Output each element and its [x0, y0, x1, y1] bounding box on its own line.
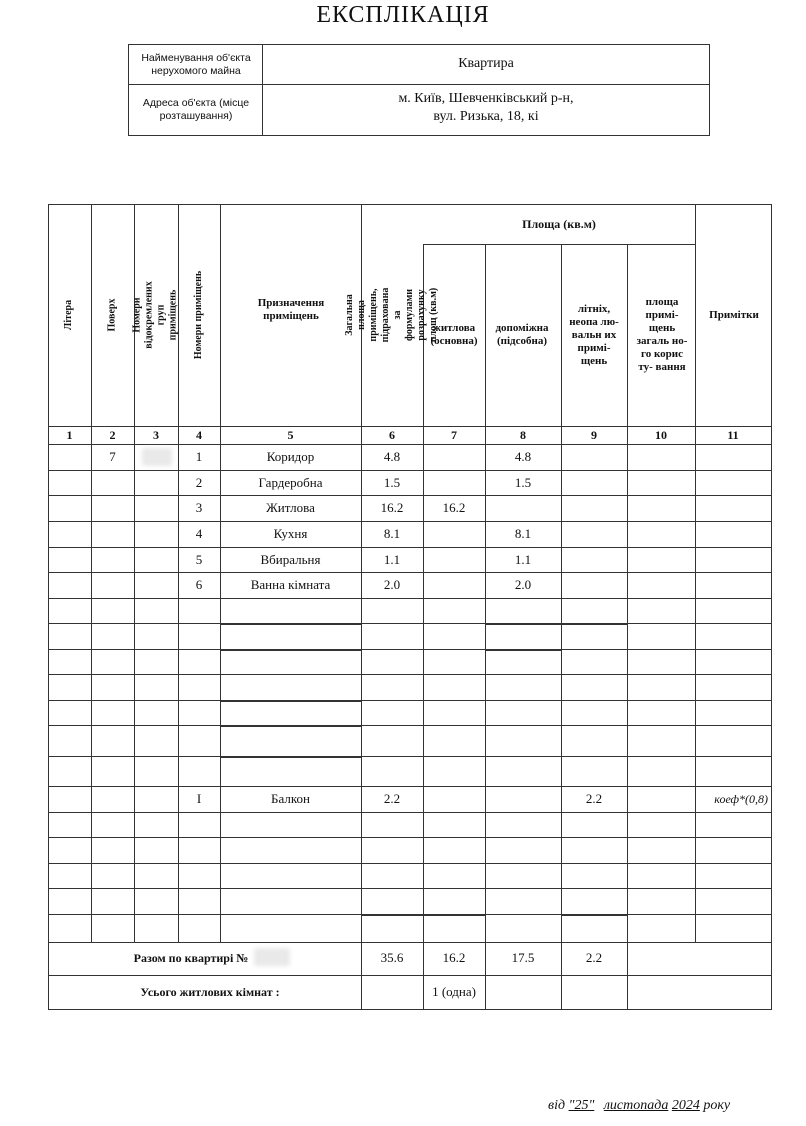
- header-purpose: Призначення приміщень: [257, 297, 325, 322]
- object-name-value: Квартира: [458, 56, 514, 71]
- room-auxiliary-area: 1.1: [514, 551, 532, 567]
- rooms-count-value: 1 (одна): [432, 984, 476, 999]
- room-common-area: [627, 470, 695, 495]
- row-line: [48, 837, 772, 838]
- date-prefix: від: [548, 1098, 566, 1113]
- room-note: коеф*(0,8): [714, 791, 768, 806]
- room-summer-area: [561, 521, 627, 547]
- column-number: 2: [109, 427, 116, 442]
- room-number: I: [196, 791, 202, 806]
- row-line: [48, 598, 772, 599]
- redacted-apartment-number: [254, 948, 290, 966]
- room-total-area: 2.2: [383, 791, 401, 806]
- room-purpose: Ванна кімната: [250, 577, 331, 592]
- column-number: 3: [153, 427, 159, 442]
- row-line: [48, 756, 772, 757]
- row-line: [48, 725, 772, 726]
- cell-border-accent: [220, 756, 361, 758]
- room-living-area: [423, 572, 485, 598]
- column-number: 8: [520, 427, 526, 442]
- column-number: 5: [287, 427, 294, 442]
- room-number: 5: [195, 551, 203, 567]
- room-common-area: [627, 521, 695, 547]
- header-auxiliary: допоміжна (підсобна): [495, 322, 549, 347]
- room-number: 3: [195, 500, 203, 515]
- column-number: 7: [451, 427, 457, 442]
- room-auxiliary-area: 1.5: [514, 474, 532, 490]
- cell-border-accent: [423, 914, 485, 916]
- totals-total-area: 35.6: [380, 950, 404, 965]
- room-living-area: [423, 521, 485, 547]
- room-total-area: 1.5: [383, 474, 401, 490]
- room-number: 4: [195, 526, 203, 541]
- header-common: площа примі- щень загаль но- го корис ту- вання: [636, 296, 688, 373]
- date-year: 2024: [671, 1098, 700, 1113]
- room-floor: [91, 470, 134, 495]
- room-common-area: [627, 572, 695, 598]
- header-group-numbers: Номери відокремлених груп приміщень: [132, 281, 179, 349]
- room-summer-area: [561, 547, 627, 572]
- room-common-area: [627, 786, 695, 812]
- room-floor: [91, 495, 134, 521]
- totals-column-line: [627, 942, 628, 1009]
- column-line: [771, 204, 772, 942]
- totals-label-text: Разом по квартирі №: [133, 950, 249, 965]
- room-summer-area: 2.2: [585, 791, 603, 806]
- header-living: житлова (основна): [430, 322, 478, 347]
- room-number: 6: [195, 577, 203, 592]
- document-title: ЕКСПЛІКАЦІЯ: [316, 2, 490, 28]
- room-common-area: [627, 444, 695, 470]
- room-summer-area: [561, 572, 627, 598]
- totals-column-line: [771, 942, 772, 1009]
- room-note: [695, 444, 771, 470]
- column-number: 4: [196, 427, 202, 442]
- room-total-area: 2.0: [383, 577, 401, 592]
- room-purpose: Гардеробна: [258, 474, 323, 490]
- totals-living-area: 16.2: [442, 950, 466, 965]
- cell-border-accent: [485, 623, 561, 625]
- room-common-area: [627, 547, 695, 572]
- room-floor: [91, 786, 134, 812]
- room-floor: [91, 547, 134, 572]
- date-month: листопада: [603, 1098, 669, 1113]
- area-group-divider: [423, 244, 696, 245]
- object-name-label: Найменування об'єкта нерухомого майна: [141, 52, 251, 77]
- room-floor: [91, 521, 134, 547]
- table-bottom-border: [48, 1009, 772, 1010]
- date-day: "25": [568, 1098, 595, 1113]
- column-number: 1: [66, 427, 73, 442]
- object-address-label: Адреса об'єкта (місце розташування): [142, 97, 250, 122]
- column-number: 11: [727, 427, 739, 442]
- room-purpose: Коридор: [266, 449, 315, 464]
- room-auxiliary-area: [485, 786, 561, 812]
- room-summer-area: [561, 444, 627, 470]
- room-number: 1: [195, 449, 203, 464]
- room-floor: [91, 572, 134, 598]
- room-total-area: 8.1: [383, 526, 401, 541]
- row-line: [48, 888, 772, 889]
- room-purpose: Кухня: [273, 526, 308, 541]
- room-purpose: Вбиральня: [260, 551, 321, 567]
- cell-border-accent: [220, 725, 361, 727]
- room-living-area: [423, 470, 485, 495]
- cell-border-accent: [220, 700, 361, 702]
- room-total-area: 4.8: [383, 449, 401, 464]
- cell-border-accent: [561, 623, 627, 625]
- room-auxiliary-area: [485, 495, 561, 521]
- cell-border-accent: [561, 914, 627, 916]
- room-note: [695, 572, 771, 598]
- address-line-1: м. Київ, Шевченківський р-н,: [398, 91, 574, 106]
- room-common-area: [627, 495, 695, 521]
- room-living-area: [423, 444, 485, 470]
- header-litera: Літера: [63, 299, 75, 331]
- room-note: [695, 470, 771, 495]
- room-living-area: [423, 786, 485, 812]
- room-summer-area: [561, 495, 627, 521]
- row-line: [48, 812, 772, 813]
- room-living-area: 16.2: [442, 500, 466, 515]
- room-auxiliary-area: 2.0: [514, 577, 532, 592]
- row-line: [48, 649, 772, 650]
- totals-column-line: [48, 942, 49, 1009]
- room-auxiliary-area: 4.8: [514, 449, 532, 464]
- room-note: [695, 521, 771, 547]
- totals-label: [60, 942, 360, 974]
- room-living-area: [423, 547, 485, 572]
- room-total-area: 1.1: [383, 551, 401, 567]
- totals-summer-area: 2.2: [585, 950, 603, 965]
- address-line-2: вул. Ризька, 18, кі: [433, 109, 539, 124]
- room-summer-area: [561, 470, 627, 495]
- room-total-area: 16.2: [380, 500, 404, 515]
- totals-auxiliary-area: 17.5: [511, 950, 535, 965]
- header-total-area: Загальна площа приміщень, підрахована за формулами розрахунку площ (кв.м): [344, 287, 439, 343]
- column-number: 9: [591, 427, 597, 442]
- redacted-group-number: [142, 448, 172, 466]
- column-number: 10: [655, 427, 667, 442]
- cell-border-accent: [361, 914, 423, 916]
- cell-border-accent: [220, 623, 361, 625]
- row-line: [48, 863, 772, 864]
- cell-border-accent: [220, 649, 361, 651]
- row-line: [48, 700, 772, 701]
- room-purpose: Балкон: [271, 791, 310, 806]
- date-suffix: року: [703, 1098, 731, 1113]
- cell-border-accent: [485, 649, 561, 651]
- room-auxiliary-area: 8.1: [514, 526, 532, 541]
- header-floor: Поверх: [106, 298, 118, 332]
- row-line: [48, 674, 772, 675]
- rooms-count-label: Усього житлових кімнат :: [140, 984, 280, 999]
- room-purpose: Житлова: [266, 500, 315, 515]
- row-line: [48, 623, 772, 624]
- room-note: [695, 547, 771, 572]
- header-area-group: Площа (кв.м): [522, 216, 596, 231]
- room-number: 2: [195, 474, 203, 490]
- room-note: [695, 495, 771, 521]
- room-floor: 7: [109, 449, 116, 464]
- header-room-numbers: Номери приміщень: [193, 270, 204, 360]
- header-notes: Примітки: [709, 308, 759, 321]
- header-summer: літніх, неопа лю- вальн их примі- щень: [569, 302, 619, 367]
- document-date: [548, 1098, 788, 1118]
- column-number: 6: [389, 427, 395, 442]
